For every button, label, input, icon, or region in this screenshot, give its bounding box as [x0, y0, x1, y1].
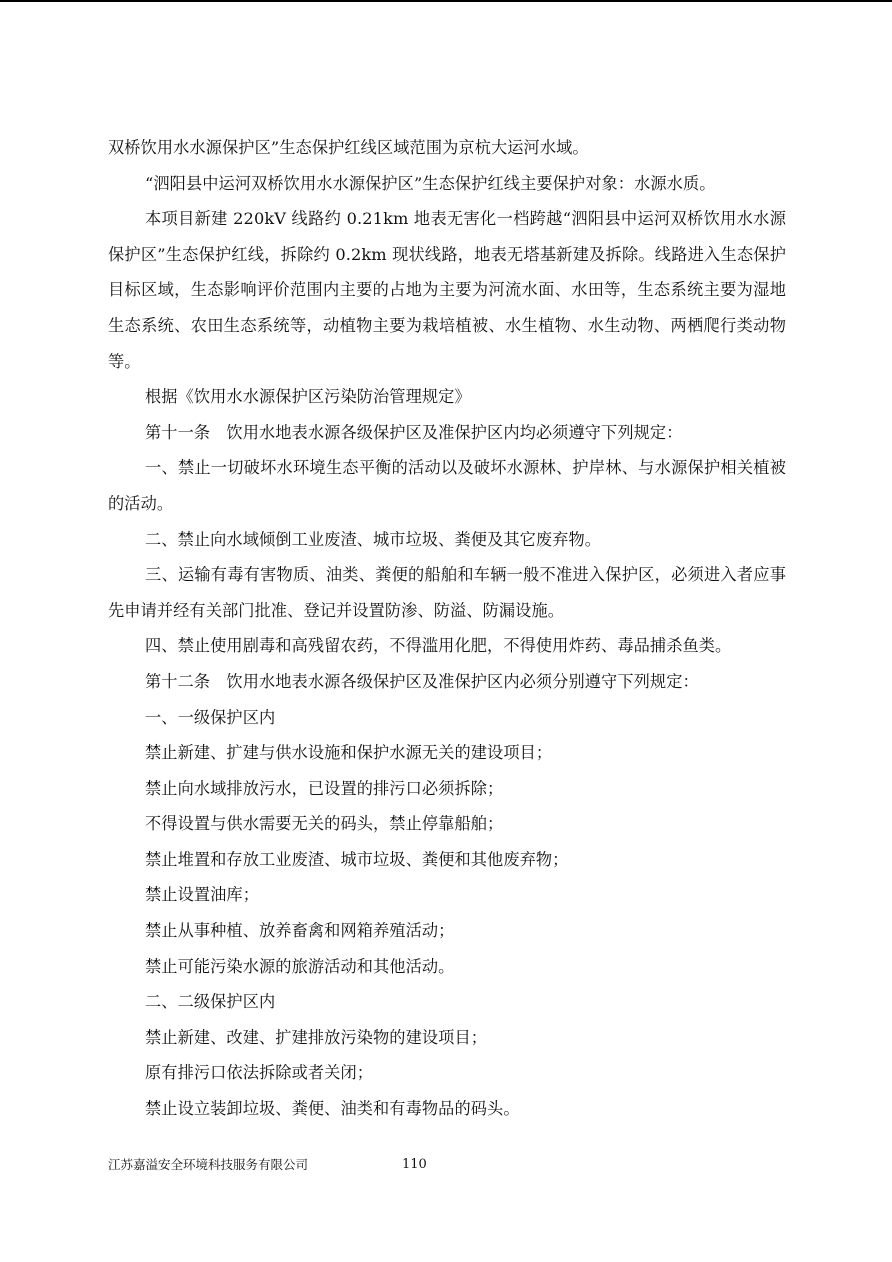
- document-body: [108, 130, 786, 1127]
- paragraph: 三、运输有毒有害物质、油类、粪便的船舶和车辆一般不准进入保护区，必须进入者应事先申请并经有关部门批准、登记并设置防渗、防溢、防漏设施。: [108, 565, 786, 620]
- page-top-border: [0, 0, 892, 2]
- list-item: 禁止从事种植、放养畜禽和网箱养殖活动；: [145, 921, 455, 941]
- list-item: 禁止向水域排放污水，已设置的排污口必须拆除；: [145, 778, 504, 798]
- list-item: 禁止新建、扩建与供水设施和保护水源无关的建设项目；: [145, 743, 553, 763]
- paragraph: “泗阳县中运河双桥饮用水水源保护区”生态保护红线主要保护对象：水源水质。: [145, 173, 716, 193]
- footer-company-name: 江苏嘉溢安全环境科技服务有限公司: [108, 1157, 309, 1172]
- page-number: 110: [402, 1157, 427, 1172]
- list-item: 原有排污口依法拆除或者关闭；: [145, 1063, 374, 1083]
- list-item: 禁止新建、改建、扩建排放污染物的建设项目；: [145, 1027, 488, 1047]
- article-heading: 第十一条 饮用水地表水源各级保护区及准保护区内均必须遵守下列规定：: [145, 422, 683, 442]
- paragraph: 本项目新建 220kV 线路约 0.21km 地表无害化一档跨越“泗阳县中运河双桥饮用水水源保护区”生态保护红线，拆除约 0.2km 现状线路，地表无塔基新建及拆除。线路进入生态保护目标区域，生态影响评价范围内主要的占地为主要为河流水面、水田等，生态系统主要为湿地生态系统、农田生态系统等，动植物主要为栽培植被、水生植物、水生动物、两栖爬行类动物等。: [108, 209, 786, 371]
- paragraph: 二、禁止向水域倾倒工业废渣、城市垃圾、粪便及其它废弃物。: [145, 529, 602, 549]
- section-heading: 一、一级保护区内: [145, 707, 276, 727]
- page-footer: [108, 1155, 786, 1175]
- list-item: 不得设置与供水需要无关的码头，禁止停靠船舶；: [145, 814, 504, 834]
- article-heading: 第十二条 饮用水地表水源各级保护区及准保护区内必须分别遵守下列规定：: [145, 671, 699, 691]
- list-item: 禁止设立装卸垃圾、粪便、油类和有毒物品的码头。: [145, 1099, 520, 1119]
- paragraph: 根据《饮用水水源保护区污染防治管理规定》: [145, 387, 471, 407]
- paragraph: 一、禁止一切破坏水环境生态平衡的活动以及破坏水源林、护岸林、与水源保护相关植被的活动。: [108, 458, 786, 513]
- list-item: 禁止可能污染水源的旅游活动和其他活动。: [145, 956, 455, 976]
- paragraph: 双桥饮用水水源保护区”生态保护红线区域范围为京杭大运河水域。: [108, 138, 589, 157]
- section-heading: 二、二级保护区内: [145, 992, 276, 1012]
- paragraph: 四、禁止使用剧毒和高残留农药，不得滥用化肥，不得使用炸药、毒品捕杀鱼类。: [145, 636, 732, 656]
- list-item: 禁止设置油库；: [145, 885, 260, 905]
- list-item: 禁止堆置和存放工业废渣、城市垃圾、粪便和其他废弃物；: [145, 849, 569, 869]
